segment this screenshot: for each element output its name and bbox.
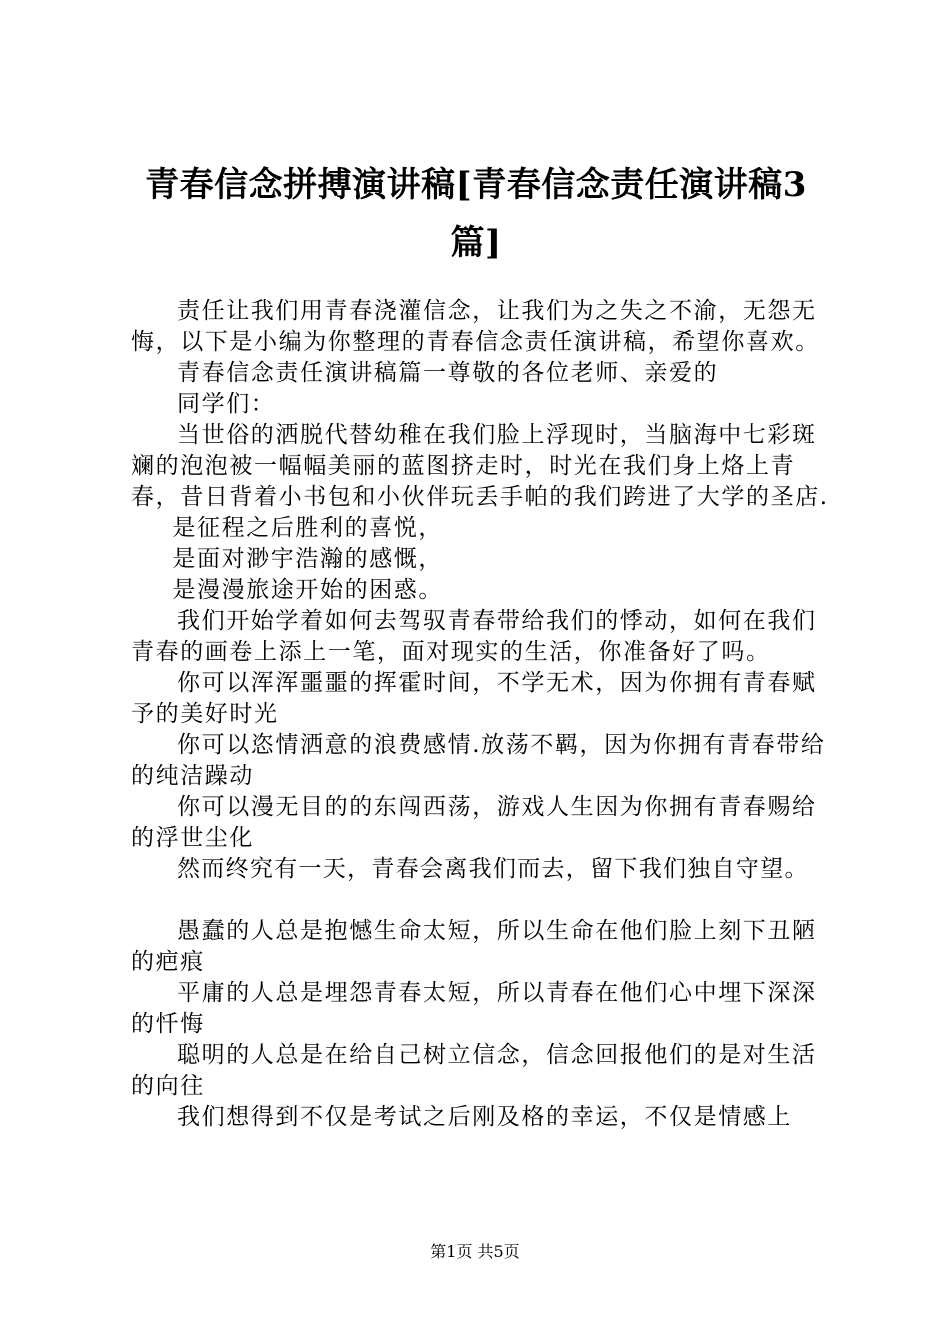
paragraph: 我们开始学着如何去驾驭青春带给我们的悸动，如何在我们青春的画卷上添上一笔，面对现实的生活，你准备好了吗。 — [131, 608, 817, 665]
paragraph: 是征程之后胜利的喜悦， — [172, 515, 443, 541]
paragraph: 然而终究有一天，青春会离我们而去，留下我们独自守望。 — [177, 856, 809, 882]
paragraph: 你可以浑浑噩噩的挥霍时间，不学无术，因为你拥有青春赋予的美好时光 — [131, 670, 817, 727]
paragraph: 我们想得到不仅是考试之后刚及格的幸运，不仅是情感上 — [177, 1104, 792, 1130]
paragraph: 青春信念责任演讲稿篇一尊敬的各位老师、亲爱的 — [177, 360, 719, 386]
paragraph: 聪明的人总是在给自己树立信念，信念回报他们的是对生活的向往 — [131, 1042, 817, 1099]
page-footer: 第1页 共5页 — [430, 1242, 520, 1261]
paragraph: 是面对渺宇浩瀚的感慨， — [172, 546, 443, 572]
blank-line — [131, 885, 835, 916]
paragraph: 责任让我们用青春浇灌信念，让我们为之失之不渝，无怨无悔，以下是小编为你整理的青春信念责任演讲稿，希望你喜欢。 — [131, 298, 820, 355]
paragraph: 你可以漫无目的的东闯西荡，游戏人生因为你拥有青春赐给的浮世尘化 — [131, 794, 817, 851]
paragraph: 是漫漫旅途开始的困惑。 — [172, 577, 443, 603]
paragraph: 愚蠢的人总是抱憾生命太短，所以生命在他们脸上刻下丑陋的疤痕 — [131, 918, 817, 975]
document-body — [131, 296, 835, 1133]
paragraph: 当世俗的洒脱代替幼稚在我们脸上浮现时，当脑海中七彩斑斓的泡泡被一幅幅美丽的蓝图挤走时，时光在我们身上烙上青春，昔日背着小书包和小伙伴玩丢手帕的我们跨进了大学的圣店. — [131, 422, 829, 510]
document-title: 青春信念拼搏演讲稿[青春信念责任演讲稿3篇] — [145, 165, 807, 263]
paragraph: 同学们： — [177, 391, 276, 417]
paragraph: 平庸的人总是埋怨青春太短，所以青春在他们心中埋下深深的忏悔 — [131, 980, 817, 1037]
paragraph: 你可以恣情洒意的浪费感情.放荡不羁，因为你拥有青春带给的纯洁躁动 — [131, 732, 826, 789]
